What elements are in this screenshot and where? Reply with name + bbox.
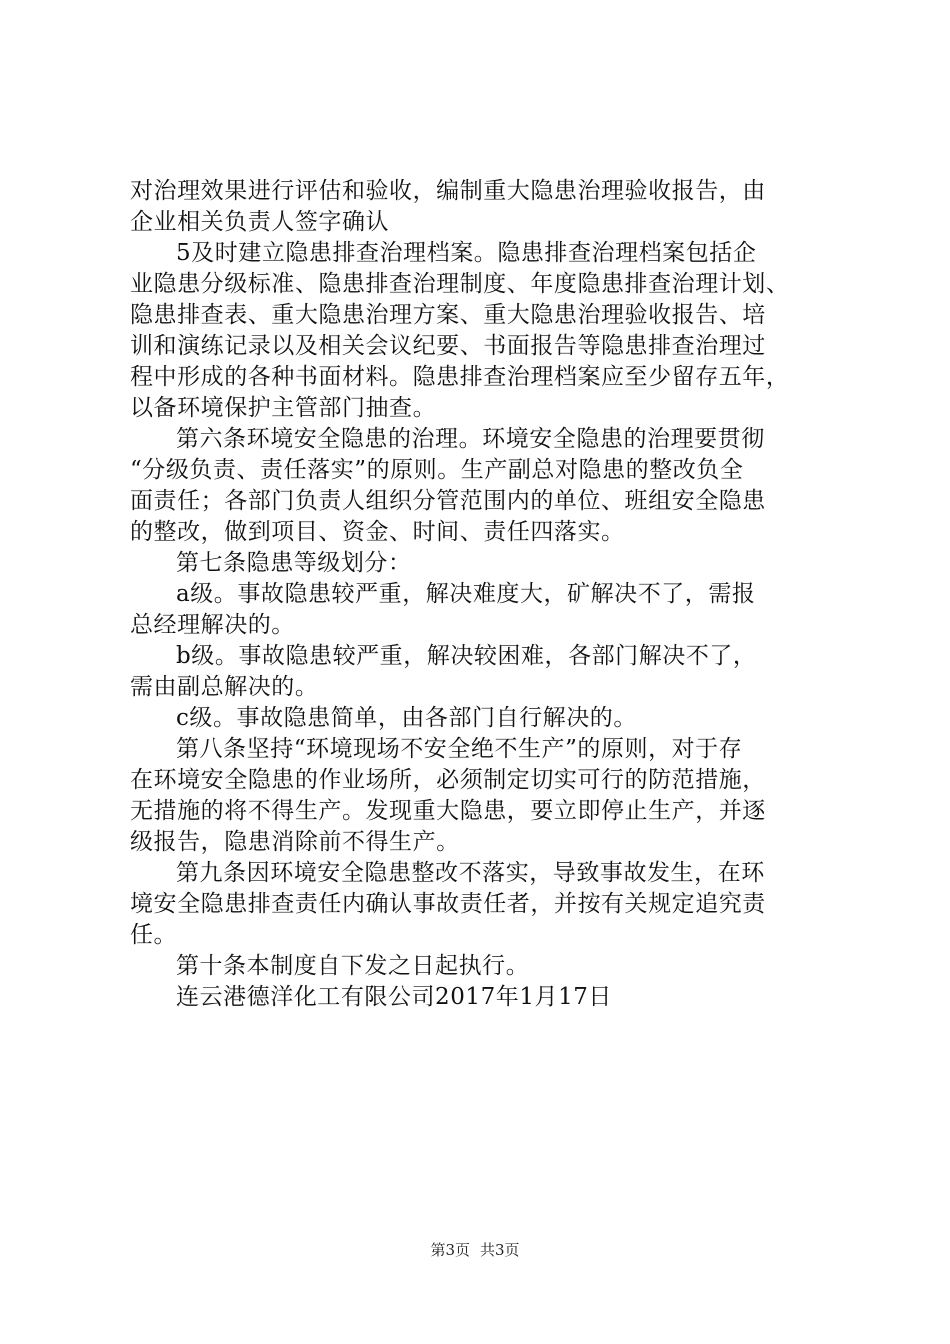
text-line: 企业相关负责人签字确认 [130, 209, 390, 235]
text-line: 以备环境保护主管部门抽查。 [130, 395, 437, 421]
text-line: 任。 [130, 922, 178, 948]
page-number-current: 第3页 [430, 1241, 470, 1259]
text-line: 5及时建立隐患排查治理档案。隐患排查治理档案包括企 [176, 240, 757, 266]
text-line: 无措施的将不得生产。发现重大隐患，要立即停止生产，并逐 [130, 798, 766, 824]
text-line: 第八条坚持“环境现场不安全绝不生产”的原则，对于存 [176, 736, 743, 762]
text-line: 总经理解决的。 [130, 612, 295, 638]
text-line: 需由副总解决的。 [130, 674, 319, 700]
text-line: 对治理效果进行评估和验收，编制重大隐患治理验收报告，由 [130, 178, 766, 204]
document-body [130, 176, 830, 1013]
text-line: 连云港德洋化工有限公司2017年1月17日 [176, 984, 612, 1010]
text-line: 训和演练记录以及相关会议纪要、书面报告等隐患排查治理过 [130, 333, 766, 359]
text-line: a级。事故隐患较严重，解决难度大，矿解决不了，需报 [176, 581, 756, 607]
text-line: 面责任；各部门负责人组织分管范围内的单位、班组安全隐患 [130, 488, 766, 514]
text-line: 程中形成的各种书面材料。隐患排查治理档案应至少留存五年， [130, 364, 790, 390]
text-line: 第七条隐患等级划分： [176, 550, 412, 576]
text-line: 第九条因环境安全隐患整改不落实，导致事故发生，在环 [176, 860, 765, 886]
text-line: 第十条本制度自下发之日起执行。 [176, 953, 530, 979]
text-line: 境安全隐患排查责任内确认事故责任者，并按有关规定追究责 [130, 891, 766, 917]
text-line: c级。事故隐患简单，由各部门自行解决的。 [176, 705, 637, 731]
text-line: 的整改，做到项目、资金、时间、责任四落实。 [130, 519, 625, 545]
text-line: b级。事故隐患较严重，解决较困难，各部门解决不了， [176, 643, 757, 669]
page-footer [0, 1240, 950, 1260]
text-line: “分级负责、责任落实”的原则。生产副总对隐患的整改负全 [130, 457, 744, 483]
text-line: 级报告，隐患消除前不得生产。 [130, 829, 460, 855]
page-number-total: 共3页 [480, 1241, 520, 1259]
text-line: 隐患排查表、重大隐患治理方案、重大隐患治理验收报告、培 [130, 302, 766, 328]
text-line: 业隐患分级标准、隐患排查治理制度、年度隐患排查治理计划、 [130, 271, 790, 297]
text-line: 第六条环境安全隐患的治理。环境安全隐患的治理要贯彻 [176, 426, 765, 452]
text-line: 在环境安全隐患的作业场所，必须制定切实可行的防范措施， [130, 767, 766, 793]
